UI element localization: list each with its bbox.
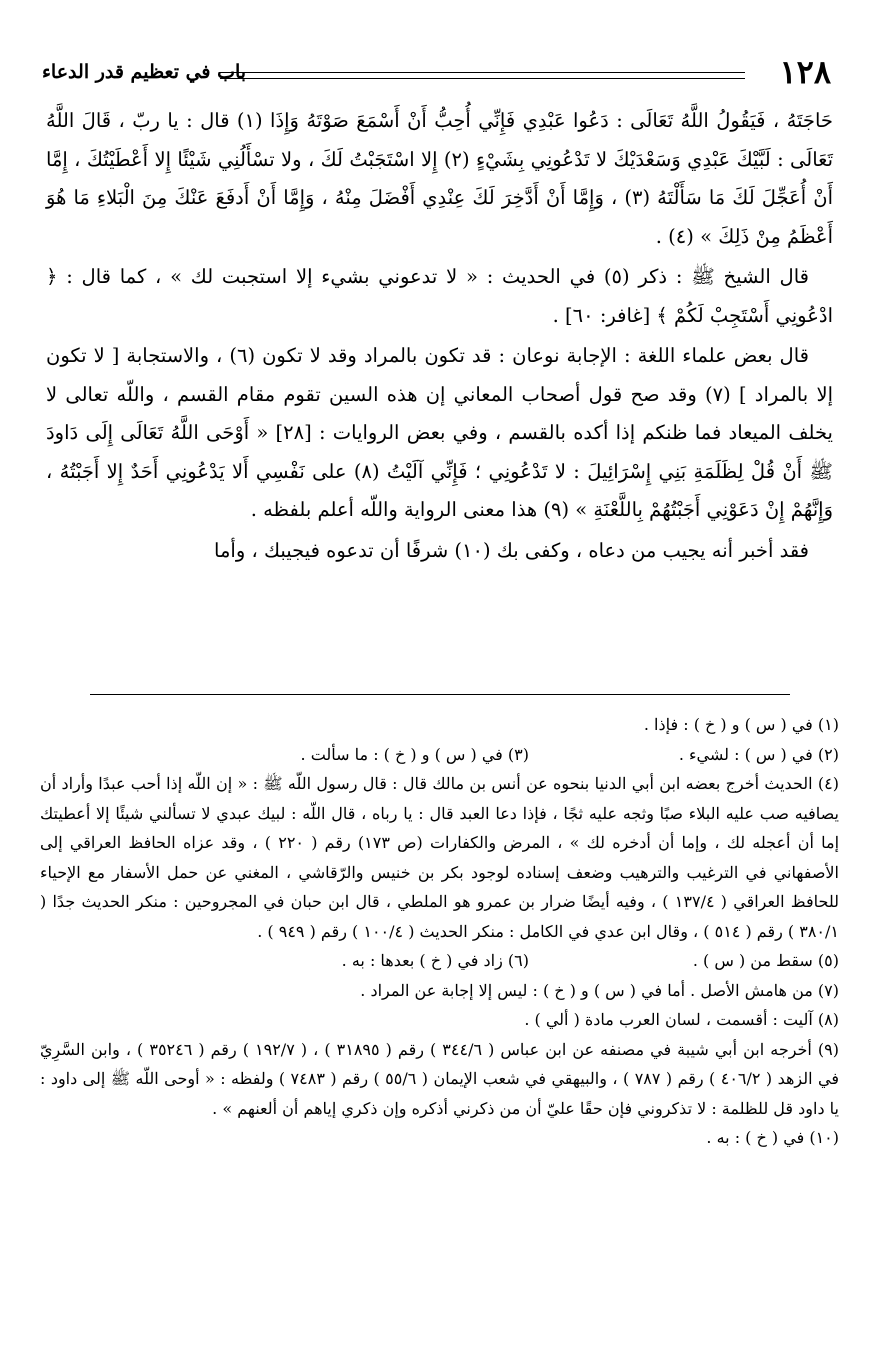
footnote-10: (١٠) في ( خ ) : به . xyxy=(706,1128,839,1147)
footnote-3: (٣) في ( س ) و ( خ ) : ما سألت . xyxy=(300,744,529,764)
footnote-separator xyxy=(90,694,790,695)
page-header xyxy=(34,52,845,92)
footnotes xyxy=(40,710,839,1153)
main-text xyxy=(46,102,833,570)
footnote-5: (٥) سقط من ( س ) . xyxy=(692,951,839,970)
footnote-4: (٤) الحديث أخرج بعضه ابن أبي الدنيا بنحوه عن أنس بن مالك قال : قال رسول اللّه ﷺ : « إن اللّه إذا أحب عبدًا وأراد أن يصافيه صب عليه البلاء صبًا وثجه عليه ثجًا ، فإذا دعا العبد قال : يا رباه ، قال اللّه : لبيك عبدي لا تسألني شيئًا إلا أعطيتك إما أن أعجله لك ، وإما أن أدخره لك » ، المرض والكفارات (ص ١٧٣) رقم ( ٢٢٠ ) ، وقد عزاه الحافظ العراقي إلى الأصفهاني في الترغيب والترهيب وضعف إسناده لوجود بكر بن خنيس والرّقاشي ، المغني عن حمل الأسفار مع الإحياء للحافظ العراقي ( ١٣٧/٤ ) ، وفيه أيضًا ضرار بن عمرو هو الملطي ، قال ابن حبان في المجروحين : منكر الحديث جدًا ( ٣٨٠/١ ) رقم ( ٥١٤ ) ، وقال ابن عدي في الكامل : منكر الحديث ( ١٠٠/٤ ) رقم ( ٩٤٩ ) . xyxy=(40,774,840,941)
footnote-7: (٧) من هامش الأصل . أما في ( س ) و ( خ ) : ليس إلا إجابة عن المراد . xyxy=(360,980,839,1000)
paragraph-closing: فقد أخبر أنه يجيب من دعاه ، وكفى بك (١٠) شرفًا أن تدعوه فيجيبك ، وأما xyxy=(214,538,809,562)
footnote-1: (١) في ( س ) و ( خ ) : فإذا . xyxy=(643,715,839,734)
paragraph-hadith: حَاجَتَهُ ، فَيَقُولُ اللَّهُ تَعَالَى : دَعُوا عَبْدِي فَإِنِّي أُحِبُّ أَنْ أَسْمَعَ صَوْتَهُ وَإِذَا (١) قال : يا ربّ ، قَالَ اللَّهُ تَعَالَى : لَبَّيْكَ عَبْدِي وَسَعْدَيْكَ لا تَدْعُونِي بِشَيْءٍ (٢) إِلا اسْتَجَبْتُ لَكَ ، ولا تسْأَلُنِي شَيْئًا إِلا أَعْطَيْتُكَ ، إِمَّا أَنْ أُعَجِّلَ لَكَ مَا سَأَلْتَهُ (٣) ، وَإِمَّا أَنْ أَدَّخِرَ لَكَ عِنْدِي أَفْضَلَ مِنْهُ ، وَإِمَّا أَنْ أَدفَعَ عَنْكَ مِنَ الْبَلاءِ مَا هُوَ أَعْظَمُ مِنْ ذَلِكَ » (٤) . xyxy=(46,109,834,248)
footnote-8: (٨) آليت : أقسمت ، لسان العرب مادة ( ألي ) . xyxy=(524,1010,839,1029)
running-title: باب في تعظيم قدر الدعاء xyxy=(42,61,247,83)
paragraph-sheikh: قال الشيخ ﷺ : ذكر (٥) في الحديث : « لا تدعوني بشيء إلا استجبت لك » ، كما قال : ﴿ ادْعُونِي أَسْتَجِبْ لَكُمْ ﴾ [غافر: ٦٠] . xyxy=(46,265,833,327)
footnote-row-5-6 xyxy=(40,946,839,976)
paragraph-linguists: قال بعض علماء اللغة : الإجابة نوعان : قد تكون بالمراد وقد لا تكون (٦) ، والاستجابة [ لا تكون إلا بالمراد ] (٧) وقد صح قول أصحاب المعاني إن هذه السين تقوم مقام القسم ، واللّه تعالى لا يخلف الميعاد فما ظنكم إذا أكده بالقسم ، وفي بعض الروايات : [٢٨] « أَوْحَى اللَّهُ تَعَالَى إِلَى دَاودَ ﷺ أَنْ قُلْ لِظَلَمَةِ بَنِي إِسْرَائِيلَ : لا تَدْعُونِي ؛ فَإِنِّي آلَيْتُ (٨) على نَفْسِي أَلا يَدْعُونِي أَحَدٌ إِلا أَجَبْتُهُ ، وَإِنَّهُمْ إِنْ دَعَوْنِي أَجَبْتُهُمْ بِاللَّعْنَةِ » (٩) هذا معنى الرواية واللّه أعلم بلفظه . xyxy=(46,344,833,521)
footnote-6: (٦) زاد في ( خ ) بعدها : به . xyxy=(341,951,529,970)
footnote-9: (٩) أخرجه ابن أبي شيبة في مصنفه عن ابن عباس ( ٣٤٤/٦ ) رقم ( ٣١٨٩٥ ) ، ( ١٩٢/٧ ) رقم ( ٣٥٢٤٦ ) ، وابن السَّرِيّ في الزهد ( ٤٠٦/٢ ) رقم ( ٧٨٧ ) ، والبيهقي في شعب الإيمان ( ٥٥/٦ ) رقم ( ٧٤٨٣ ) ولفظه : « أوحى اللّه ﷺ إلى داود : يا داود قل للظلمة : لا تذكروني فإن حقًا عليّ أن من ذكرني أذكره وإن ذكري إياهم أن ألعنهم » . xyxy=(40,1039,840,1118)
footnote-row-2-3 xyxy=(40,740,839,770)
page-number: ١٢٨ xyxy=(779,53,831,91)
footnote-2: (٢) في ( س ) : لشيء . xyxy=(678,744,839,764)
header-double-rule xyxy=(220,72,745,79)
